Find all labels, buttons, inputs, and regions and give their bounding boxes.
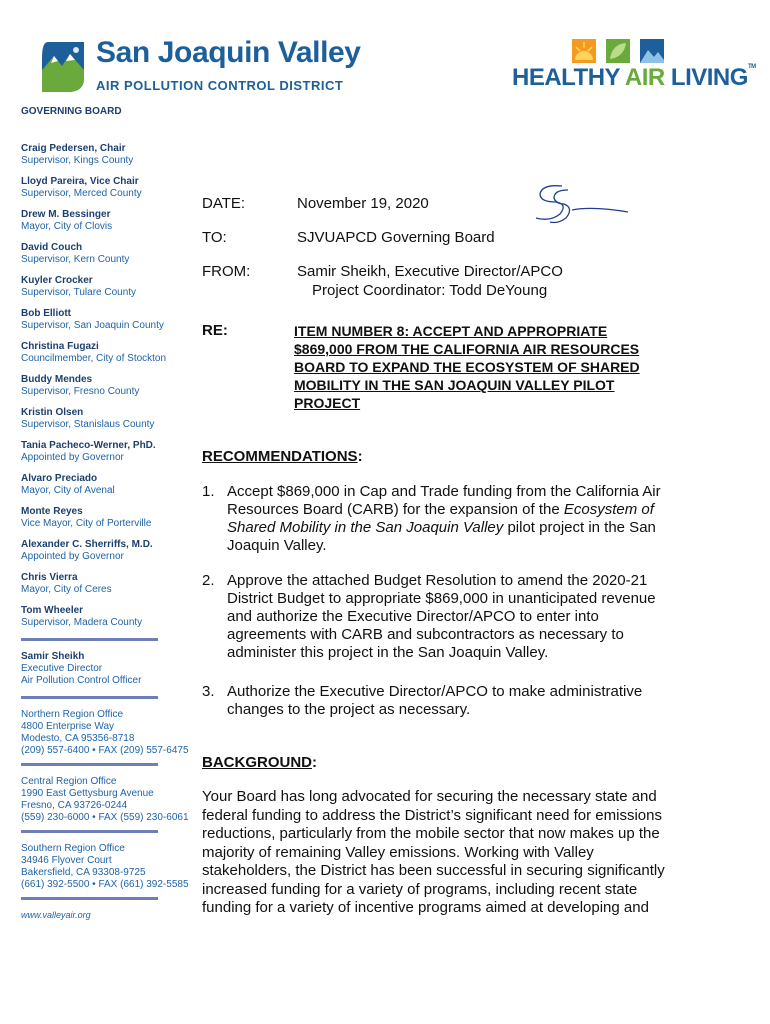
recommendation-number: 1. xyxy=(202,483,215,500)
member-title: Supervisor, Kern County xyxy=(21,254,130,265)
board-member xyxy=(21,605,193,629)
executive-name: Samir Sheikh xyxy=(21,651,85,662)
office-block xyxy=(21,776,193,824)
member-title: Supervisor, Madera County xyxy=(21,617,143,628)
sidebar-divider xyxy=(21,897,158,900)
board-member xyxy=(21,308,193,332)
sidebar-divider xyxy=(21,638,158,641)
member-name: Craig Pedersen, Chair xyxy=(21,143,126,154)
background-heading: BACKGROUND xyxy=(202,754,312,771)
office-block xyxy=(21,843,193,891)
board-member xyxy=(21,440,193,464)
member-title: Supervisor, Tulare County xyxy=(21,287,137,298)
from-label: FROM: xyxy=(202,263,251,280)
member-name: Alvaro Preciado xyxy=(21,473,98,484)
trademark-mark: TM xyxy=(747,64,756,70)
recommendation-item xyxy=(202,483,672,555)
recommendations-heading-block xyxy=(202,448,363,466)
member-name: Kuyler Crocker xyxy=(21,275,93,286)
board-member xyxy=(21,209,193,233)
recommendation-number: 2. xyxy=(202,572,215,589)
member-name: Kristin Olsen xyxy=(21,407,84,418)
office-name: Northern Region Office xyxy=(21,709,124,720)
office-address-line: 1990 East Gettysburg Avenue xyxy=(21,788,154,799)
executive-officer xyxy=(21,651,193,687)
member-title: Mayor, City of Avenal xyxy=(21,485,115,496)
to-label: TO: xyxy=(202,229,227,246)
office-name: Southern Region Office xyxy=(21,843,125,854)
member-title: Vice Mayor, City of Porterville xyxy=(21,518,152,529)
member-name: Lloyd Pareira, Vice Chair xyxy=(21,176,139,187)
board-member xyxy=(21,242,193,266)
recommendation-item xyxy=(202,572,672,662)
member-title: Supervisor, Fresno County xyxy=(21,386,140,397)
district-name: San Joaquin Valley xyxy=(96,36,361,69)
website-link[interactable]: www.valleyair.org xyxy=(21,910,91,920)
project-name: Ecosystem of Shared Mobility in the San Joaquin Valley xyxy=(227,501,654,536)
recommendation-text-part: pilot project in the San Joaquin Valley. xyxy=(227,519,656,554)
office-address-line: 4800 Enterprise Way xyxy=(21,721,115,732)
recommendations-heading: RECOMMENDATIONS xyxy=(202,448,358,465)
heading-colon: : xyxy=(312,754,317,771)
background-paragraph: Your Board has long advocated for securing the necessary state and federal funding to address the District’s significant need for emissions reductions, particularly from the mobile sector that now makes up the majority of remaining Valley emissions. Working with Valley stakeholders, the District has been successful in securing significantly increased funding for a variety of programs, including recent state funding for a variety of incentive programs aimed at developing and xyxy=(202,788,665,916)
recommendation-text: Authorize the Executive Director/APCO to make administrative changes to the project as necessary. xyxy=(227,683,643,718)
recommendation-number: 3. xyxy=(202,683,215,700)
background-heading-block xyxy=(202,754,317,772)
recommendation-text-part: Accept $869,000 in Cap and Trade funding from the California Air Resources Board (CARB) for the expansion of the xyxy=(227,483,661,518)
member-title: Councilmember, City of Stockton xyxy=(21,353,167,364)
board-member xyxy=(21,572,193,596)
board-member xyxy=(21,341,193,365)
office-address-line: 34946 Flyover Court xyxy=(21,855,112,866)
office-block xyxy=(21,709,193,757)
office-address-line: Fresno, CA 93726-0244 xyxy=(21,800,128,811)
signature xyxy=(532,180,632,228)
member-title: Mayor, City of Ceres xyxy=(21,584,112,595)
office-address-line: Bakersfield, CA 93308-9725 xyxy=(21,867,146,878)
sidebar-divider xyxy=(21,830,158,833)
hal-wordmark xyxy=(512,64,756,92)
member-name: Tania Pacheco-Werner, PhD. xyxy=(21,440,156,451)
date-label: DATE: xyxy=(202,195,246,212)
to-value: SJVUAPCD Governing Board xyxy=(297,229,495,246)
office-phone: (209) 557-6400 • FAX (209) 557-6475 xyxy=(21,745,189,756)
board-member xyxy=(21,374,193,398)
member-title: Supervisor, Kings County xyxy=(21,155,134,166)
heading-colon: : xyxy=(357,448,363,465)
member-title: Supervisor, Merced County xyxy=(21,188,142,199)
from-value-2: Project Coordinator: Todd DeYoung xyxy=(312,282,548,299)
member-name: Buddy Mendes xyxy=(21,374,93,385)
member-name: Alexander C. Sherriffs, M.D. xyxy=(21,539,153,550)
sidebar-divider xyxy=(21,696,158,699)
governing-board-sidebar xyxy=(21,106,193,920)
member-name: Monte Reyes xyxy=(21,506,83,517)
executive-title-2: Air Pollution Control Officer xyxy=(21,675,142,686)
member-name: Chris Vierra xyxy=(21,572,78,583)
member-name: Drew M. Bessinger xyxy=(21,209,111,220)
member-title: Appointed by Governor xyxy=(21,452,124,463)
member-name: Tom Wheeler xyxy=(21,605,84,616)
office-name: Central Region Office xyxy=(21,776,117,787)
recommendation-text: Approve the attached Budget Resolution to amend the 2020-21 District Budget to appropriate $869,000 in unanticipated revenue and authorize the Executive Director/APCO to enter into agreements with CARB and subcontractors as necessary to administer this project in the San Joaquin Valley. xyxy=(227,572,656,661)
member-title: Supervisor, San Joaquin County xyxy=(21,320,164,331)
board-member xyxy=(21,176,193,200)
district-logo xyxy=(38,36,361,98)
member-name: Bob Elliott xyxy=(21,308,71,319)
executive-title: Executive Director xyxy=(21,663,103,674)
sidebar-divider xyxy=(21,763,158,766)
recommendation-item xyxy=(202,683,672,719)
from-value: Samir Sheikh, Executive Director/APCO xyxy=(297,263,563,280)
board-member xyxy=(21,473,193,497)
date-value: November 19, 2020 xyxy=(297,195,429,212)
re-subject: ITEM NUMBER 8: ACCEPT AND APPROPRIATE $869,000 FROM THE CALIFORNIA AIR RESOURCES BOARD TO EXPAND THE ECOSYSTEM OF SHARED MOBILITY IN THE SAN JOAQUIN VALLEY PILOT PROJECT xyxy=(294,323,640,411)
board-member xyxy=(21,539,193,563)
mountain-logo-icon xyxy=(38,40,88,94)
office-phone: (559) 230-6000 • FAX (559) 230-6061 xyxy=(21,812,189,823)
hal-tiles-icon xyxy=(572,38,668,64)
governing-board-heading: GOVERNING BOARD xyxy=(21,106,122,117)
member-name: David Couch xyxy=(21,242,83,253)
office-phone: (661) 392-5500 • FAX (661) 392-5585 xyxy=(21,879,189,890)
member-title: Appointed by Governor xyxy=(21,551,124,562)
board-member xyxy=(21,407,193,431)
hal-word-healthy: HEALTHY xyxy=(512,64,620,91)
hal-word-living: LIVING xyxy=(670,64,748,91)
member-title: Supervisor, Stanislaus County xyxy=(21,419,155,430)
board-member xyxy=(21,506,193,530)
board-member xyxy=(21,275,193,299)
office-address-line: Modesto, CA 95356-8718 xyxy=(21,733,135,744)
hal-word-air: AIR xyxy=(624,64,665,91)
member-name: Christina Fugazi xyxy=(21,341,99,352)
board-member xyxy=(21,143,193,167)
healthy-air-living-logo xyxy=(512,38,756,96)
recommendation-text xyxy=(227,483,672,555)
district-subtitle: AIR POLLUTION CONTROL DISTRICT xyxy=(96,78,344,93)
member-title: Mayor, City of Clovis xyxy=(21,221,113,232)
re-label: RE: xyxy=(202,322,228,339)
